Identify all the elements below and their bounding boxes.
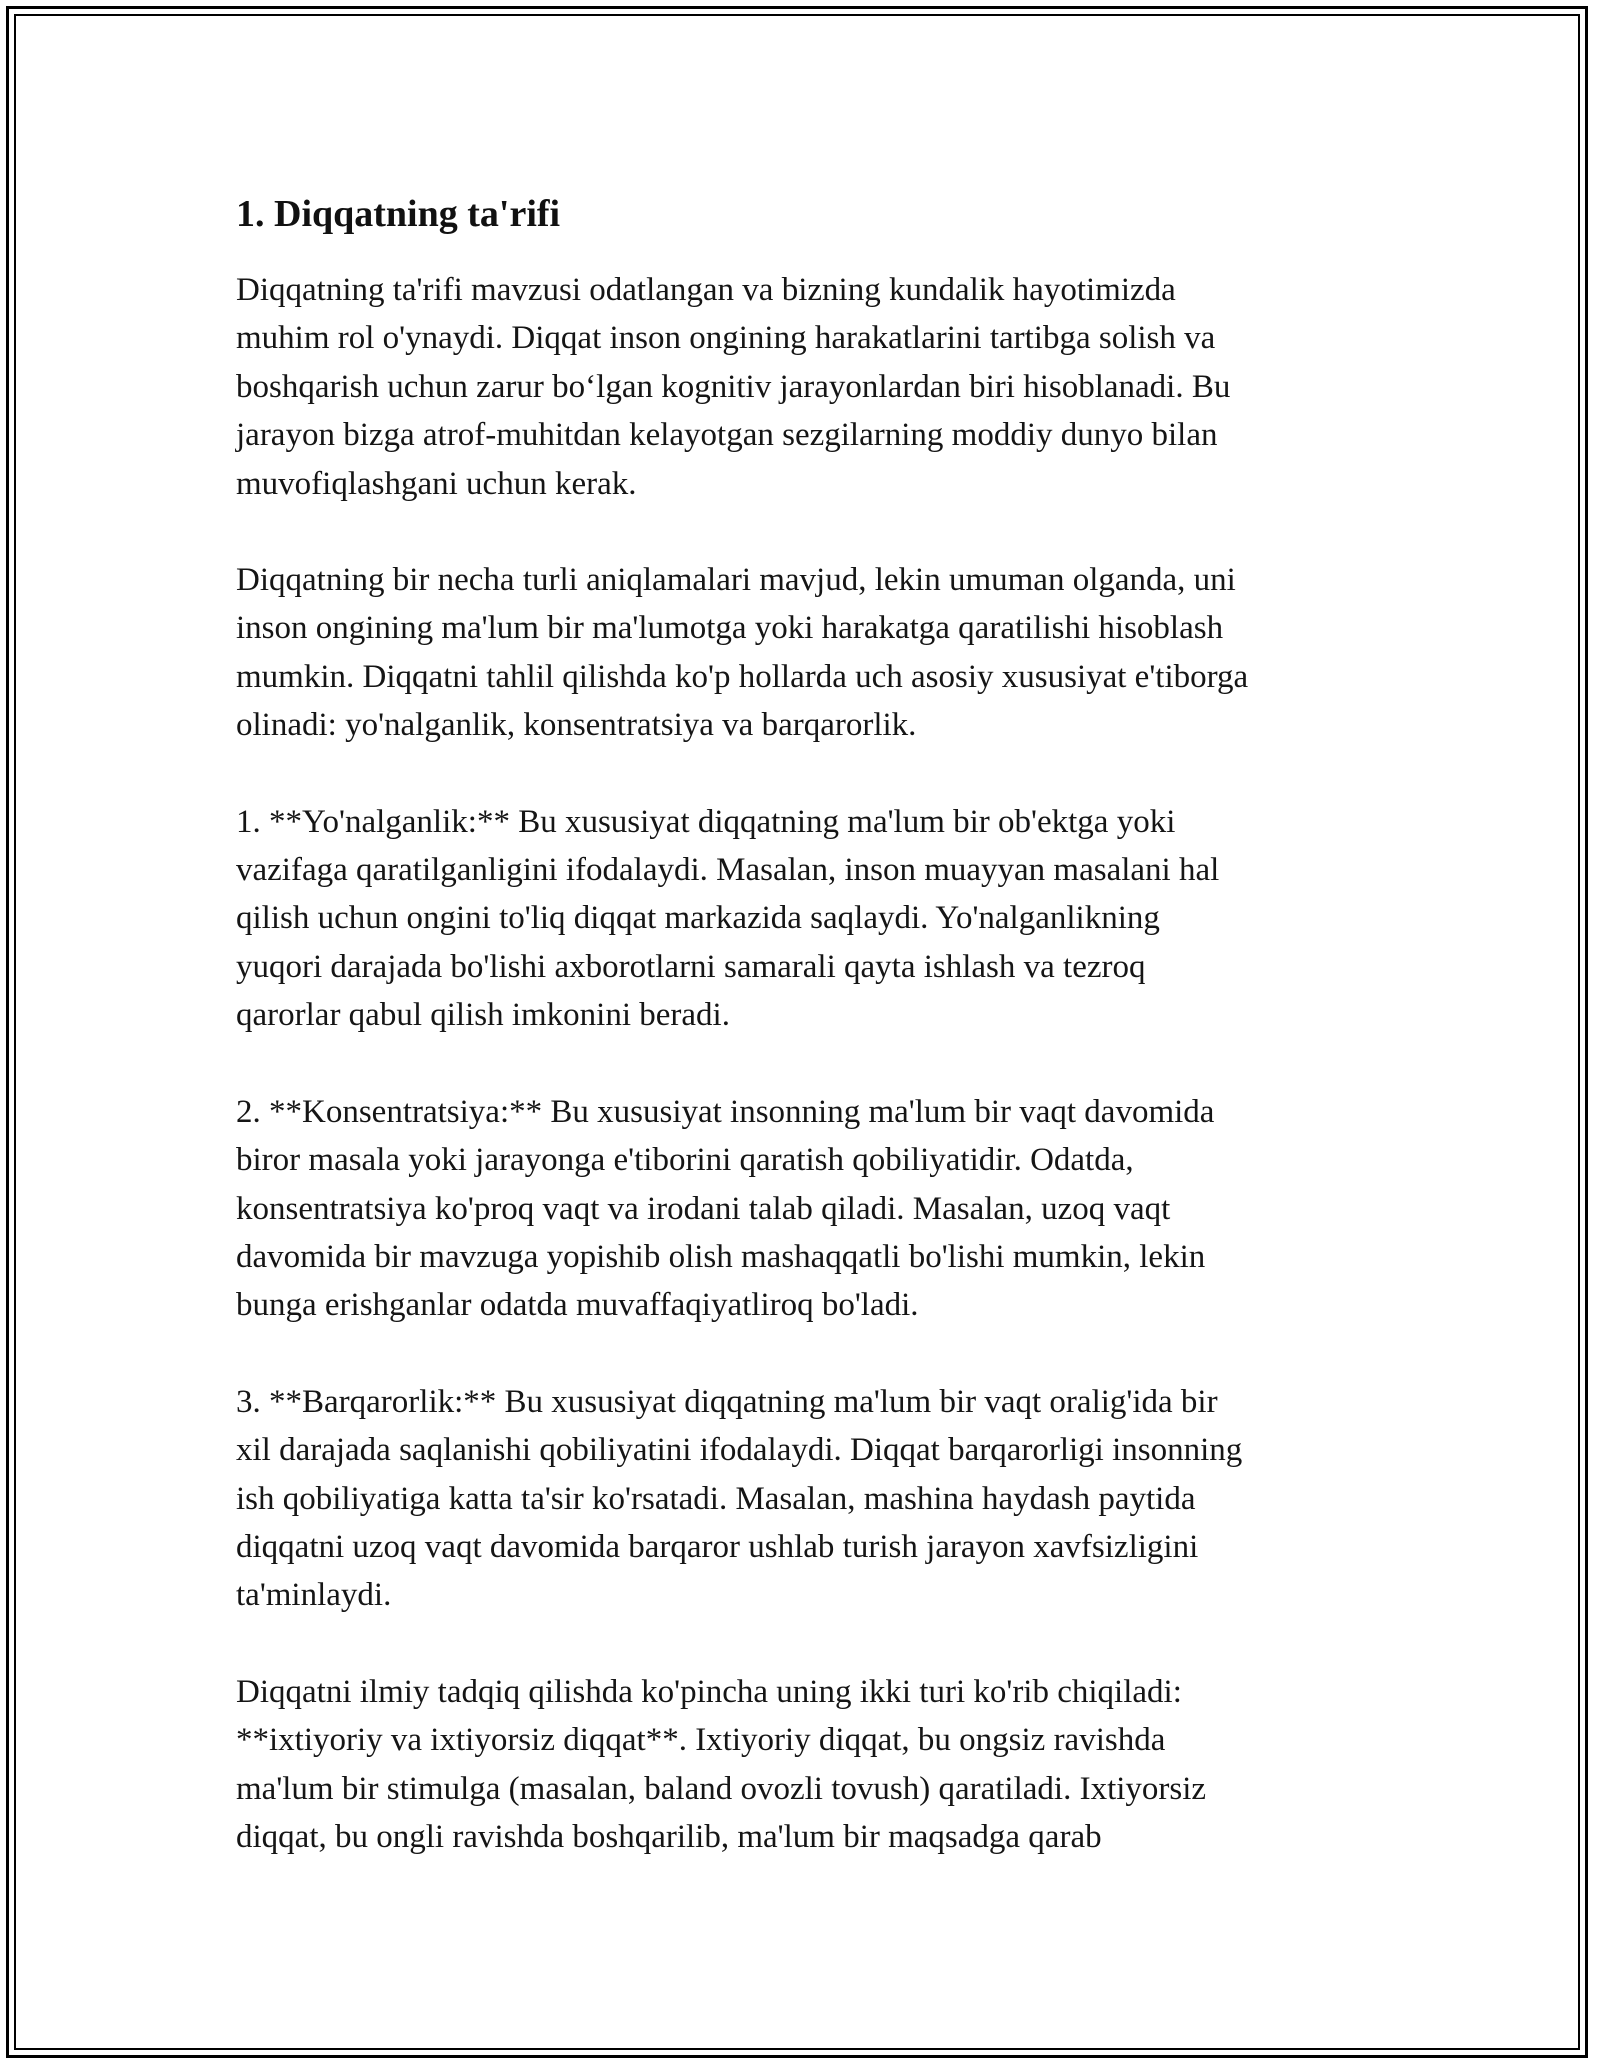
paragraph-attention-types: Diqqatni ilmiy tadqiq qilishda ko'pincha uning ikki turi ko'rib chiqiladi: **ixtiyoriy va ixtiyorsiz diqqat**. Ixtiyoriy diqqat, bu ongsiz ravishda ma'lum bir stimulga (masalan, baland ovozli tovush) qaratiladi. Ixtiyorsiz diqqat, bu ongli ravishda boshqarilib, ma'lum bir maqsadga qarab bbox=[236, 1673, 1207, 1855]
paragraph-directedness: 1. **Yo'nalganlik:** Bu xususiyat diqqatning ma'lum bir ob'ektga yoki vazifaga qaratilganligini ifodalaydi. Masalan, inson muayyan masalani hal qilish uchun ongini to'liq diqqat markazida saqlaydi. Yo'nalganlikning yuqori darajada bo'lishi axborotlarni samarali qayta ishlash va tezroq qarorlar qabul qilish imkonini beradi. bbox=[236, 803, 1220, 1034]
paragraph-definitions: Diqqatning bir necha turli aniqlamalari mavjud, lekin umuman olganda, uni inson ongining ma'lum bir ma'lumotga yoki harakatga qaratilishi hisoblash mumkin. Diqqatni tahlil qilishda ko'p hollarda uch asosiy xususiyat e'tiborga olinadi: yo'nalganlik, konsentratsiya va barqarorlik. bbox=[236, 562, 1249, 744]
paragraph-concentration: 2. **Konsentratsiya:** Bu xususiyat insonning ma'lum bir vaqt davomida biror masala yoki jarayonga e'tiborini qaratish qobiliyatidir. Odatda, konsentratsiya ko'proq vaqt va irodani talab qiladi. Masalan, uzoq vaqt davomida bir mavzuga yopishib olish mashaqqatli bo'lishi mumkin, lekin bunga erishganlar odatda muvaffaqiyatliroq bo'ladi. bbox=[236, 1093, 1215, 1324]
section-heading: 1. Diqqatning ta'rifi bbox=[236, 193, 561, 235]
document-body bbox=[236, 186, 1366, 1909]
paragraph-stability: 3. **Barqarorlik:** Bu xususiyat diqqatning ma'lum bir vaqt oralig'ida bir xil darajada saqlanishi qobiliyatini ifodalaydi. Diqqat barqarorligi insonning ish qobiliyatiga katta ta'sir ko'rsatadi. Masalan, mashina haydash paytida diqqatni uzoq vaqt davomida barqaror ushlab turish jarayon xavfsizligini ta'minlaydi. bbox=[236, 1383, 1243, 1614]
paragraph-intro: Diqqatning ta'rifi mavzusi odatlangan va bizning kundalik hayotimizda muhim rol o'ynaydi. Diqqat inson ongining harakatlarini tartibga solish va boshqarish uchun zarur bo‘lgan kognitiv jarayonlardan biri hisoblanadi. Bu jarayon bizga atrof-muhitdan kelayotgan sezgilarning moddiy dunyo bilan muvofiqlashgani uchun kerak. bbox=[236, 272, 1231, 502]
